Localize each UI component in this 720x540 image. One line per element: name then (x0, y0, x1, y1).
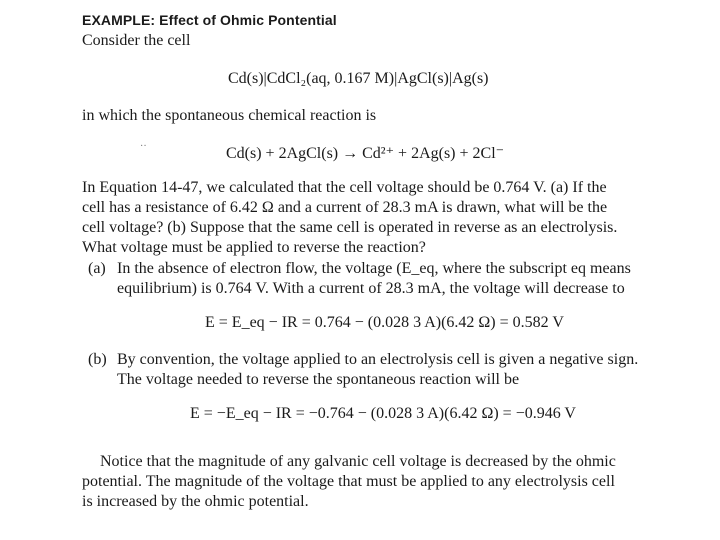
part-a-label: (a) (88, 260, 106, 277)
intro-text: Consider the cell (82, 32, 191, 49)
part-b-label: (b) (88, 351, 107, 368)
reaction-intro: in which the spontaneous chemical reaction is (82, 107, 377, 124)
notice-line-3: is increased by the ohmic potential. (82, 493, 309, 510)
part-b-line-2: The voltage needed to reverse the spontaneous reaction will be (117, 371, 520, 388)
part-a-line-1: In the absence of electron flow, the voltage (E_eq, where the subscript eq means (117, 260, 631, 277)
notice-line-1: Notice that the magnitude of any galvanic cell voltage is decreased by the ohmic (100, 453, 616, 470)
part-b-equation: E = −E_eq − IR = −0.764 − (0.028 3 A)(6.42 Ω) = −0.946 V (190, 405, 576, 422)
problem-line-2: cell has a resistance of 6.42 Ω and a current of 28.3 mA is drawn, what will be the (82, 199, 608, 216)
problem-line-1: In Equation 14-47, we calculated that the cell voltage should be 0.764 V. (a) If the (82, 179, 607, 196)
problem-line-4: What voltage must be applied to reverse the reaction? (82, 239, 426, 256)
part-b-line-1: By convention, the voltage applied to an electrolysis cell is given a negative sign. (117, 351, 639, 368)
problem-line-3: cell voltage? (b) Suppose that the same cell is operated in reverse as an electrolysis. (82, 219, 618, 236)
example-label: EXAMPLE: (82, 12, 156, 28)
notice-line-2: potential. The magnitude of the voltage that must be applied to any electrolysis cell (82, 473, 615, 490)
example-heading (82, 12, 337, 28)
example-title: Effect of Ohmic Pontential (159, 12, 337, 28)
part-a-equation: E = E_eq − IR = 0.764 − (0.028 3 A)(6.42 Ω) = 0.582 V (205, 314, 564, 331)
stray-mark: ·· (140, 141, 147, 152)
part-a-line-2: equilibrium) is 0.764 V. With a current of 28.3 mA, the voltage will decrease to (117, 280, 625, 297)
reaction-equation: Cd(s) + 2AgCl(s) → Cd²⁺ + 2Ag(s) + 2Cl⁻ (226, 145, 505, 162)
cell-notation: Cd(s)|CdCl₂(aq, 0.167 M)|AgCl(s)|Ag(s) (228, 70, 489, 87)
